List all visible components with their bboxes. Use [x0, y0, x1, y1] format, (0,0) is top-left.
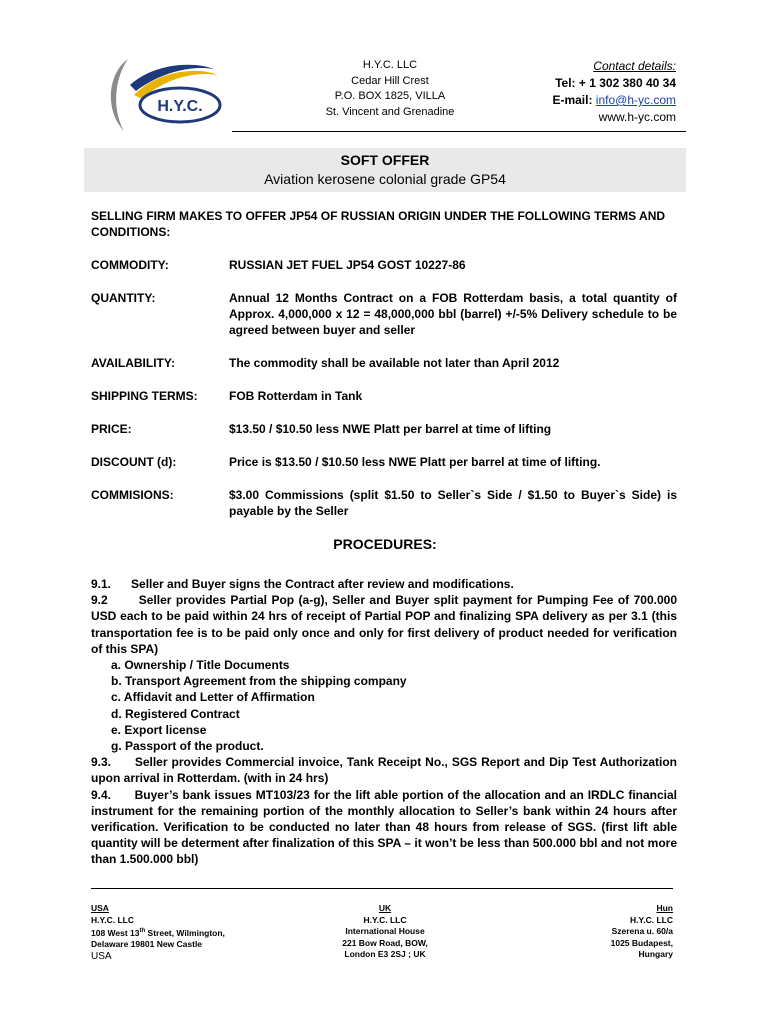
term-label: QUANTITY: — [91, 291, 156, 305]
footer-line: 221 Bow Road, BOW, — [342, 937, 428, 948]
contact-title: Contact details: — [593, 59, 676, 73]
procedure-subitem: e. Export license — [111, 722, 207, 737]
term-value: Price is $13.50 / $10.50 less NWE Platt per barrel at time of lifting. — [229, 455, 601, 469]
term-value: RUSSIAN JET FUEL JP54 GOST 10227-86 — [229, 258, 466, 272]
term-label: SHIPPING TERMS: — [91, 389, 198, 403]
document-subtitle: Aviation kerosene colonial grade GP54 — [264, 171, 506, 187]
footer-line: International House — [345, 926, 425, 936]
footer-company: H.Y.C. LLC — [363, 914, 407, 925]
procedures-list — [91, 576, 681, 868]
procedure-subitem: a. Ownership / Title Documents — [111, 658, 290, 673]
company-address — [290, 58, 490, 120]
footer-company: H.Y.C. LLC — [91, 914, 134, 925]
footer-line: London E3 2SJ ; UK — [344, 949, 426, 959]
tel-label: Tel: — [555, 76, 576, 90]
email-label: E-mail: — [552, 93, 593, 107]
term-value: $13.50 / $10.50 less NWE Platt per barrel at time of lifting — [229, 422, 552, 436]
footer-company: H.Y.C. LLC — [630, 914, 673, 925]
term-value: Annual 12 Months Contract on a FOB Rotterdam basis, a total quantity of Approx. 4,000,000 x 12 = 48,000,000 bbl (barrel) +/-5% Delivery schedule to be agreed between buyer and seller — [229, 291, 677, 338]
term-label: COMMISIONS: — [91, 488, 174, 502]
footer-line: Szerena u. 60/a — [611, 926, 673, 936]
footer-heading: USA — [91, 903, 109, 913]
footer-hun-address — [520, 903, 673, 961]
term-label: DISCOUNT (d): — [91, 455, 177, 469]
term-label: AVAILABILITY: — [91, 356, 175, 370]
header-divider — [232, 131, 686, 132]
procedure-item: 9.1. Seller and Buyer signs the Contract after review and modifications. — [91, 577, 514, 591]
address-line: St. Vincent and Grenadine — [325, 105, 455, 118]
company-name: H.Y.C. LLC — [362, 59, 418, 71]
term-label: PRICE: — [91, 422, 132, 436]
procedure-item: 9.2 Seller provides Partial Pop (a-g), Seller and Buyer split payment for Pumping Fee of 700.000 USD each to be paid within 24 hrs of receipt of Partial POP and finalizing SPA delivery as per 3.1 (this transportation fee is to be paid only once and only for first delivery of product needed for verification of this SPA) — [91, 593, 681, 656]
footer-heading: UK — [378, 903, 392, 913]
contact-details — [552, 58, 676, 126]
footer-city: Delaware 19801 New Castle — [91, 939, 203, 950]
term-label: COMMODITY: — [91, 258, 169, 272]
procedures-heading: PROCEDURES: — [333, 536, 437, 552]
tel-value: + 1 302 380 40 34 — [578, 76, 676, 90]
procedure-item: 9.4. Buyer’s bank issues MT103/23 for the lift able portion of the allocation and an IRDLC financial instrument for the remaining portion of the monthly allocation to Seller’s bank within 24 hours after verification. Verification to be conducted no later than 48 hours from release of SGS. (first lift able quantity will be determent after finalization of this SPA – it won’t be less than 500.000 bbl and not more than 1.500.000 bbl) — [91, 787, 681, 867]
procedure-subitem: d. Registered Contract — [111, 706, 240, 721]
footer-line: Hungary — [638, 949, 673, 959]
company-logo — [90, 55, 230, 135]
procedure-subitem: g. Passport of the product. — [111, 739, 264, 754]
footer-usa-address — [91, 903, 291, 962]
svg-text:H.Y.C.: H.Y.C. — [157, 98, 203, 115]
footer-street — [91, 926, 291, 939]
address-line: Cedar Hill Crest — [351, 74, 429, 87]
website[interactable]: www.h-yc.com — [598, 110, 676, 124]
hyc-swoosh-logo-icon — [90, 55, 230, 135]
footer-country: USA — [91, 950, 112, 962]
street-number: 108 West 13 — [91, 927, 140, 938]
footer-divider — [91, 888, 673, 889]
document-title: SOFT OFFER — [340, 152, 430, 168]
address-line: P.O. BOX 1825, VILLA — [334, 90, 446, 102]
ordinal-suffix: th — [139, 928, 146, 934]
phone-line — [552, 75, 676, 92]
email-line — [552, 92, 676, 109]
procedure-subitem: c. Affidavit and Letter of Affirmation — [111, 690, 315, 705]
procedure-subitem: b. Transport Agreement from the shipping company — [111, 674, 407, 689]
footer-uk-address — [300, 903, 470, 961]
footer-heading: Hun — [656, 903, 673, 913]
term-value: The commodity shall be available not later than April 2012 — [229, 356, 560, 370]
footer-line: 1025 Budapest, — [610, 937, 673, 948]
intro-statement: SELLING FIRM MAKES TO OFFER JP54 OF RUSSIAN ORIGIN UNDER THE FOLLOWING TERMS AND CONDITIONS: — [91, 209, 666, 240]
term-value: $3.00 Commissions (split $1.50 to Seller`s Side / $1.50 to Buyer`s Side) is payable by the Seller — [229, 488, 677, 519]
email-link[interactable]: info@h-yc.com — [595, 93, 676, 107]
term-value: FOB Rotterdam in Tank — [229, 389, 363, 403]
procedure-item: 9.3. Seller provides Commercial invoice, Tank Receipt No., SGS Report and Dip Test Authorization upon arrival in Rotterdam. (with in 24 hrs) — [91, 755, 681, 786]
street-name: Street, Wilmington, — [145, 927, 225, 938]
